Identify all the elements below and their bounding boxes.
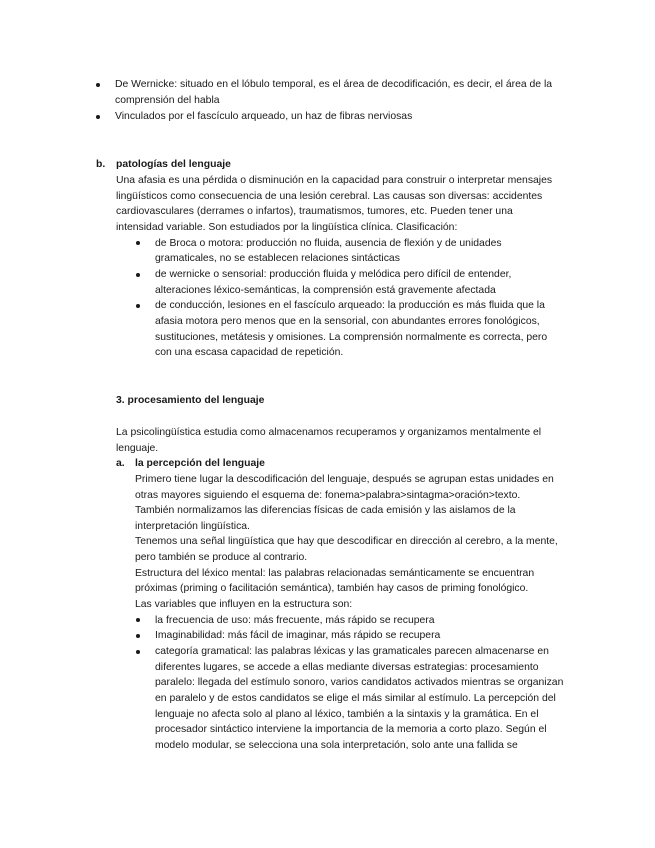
text-line: comprensión del habla xyxy=(115,95,220,106)
text-line: Estructura del léxico mental: las palabras relacionadas semánticamente se encuentran xyxy=(135,568,535,579)
text-line: de conducción, lesiones en el fascículo arqueado: la producción es más fluida que la xyxy=(155,300,545,311)
text-line: en paralelo y de estos candidatos se elige el más similar al estímulo. La percepción del xyxy=(155,693,556,704)
text-line: sustituciones, metátesis y omisiones. La comprensión normalmente es correcta, pero xyxy=(155,332,548,343)
text-line: próximas (priming o facilitación semántica), también hay casos de priming fonológico. xyxy=(135,583,529,594)
bullet-marker xyxy=(96,83,100,87)
text-line: Vinculados por el fascículo arqueado, un haz de fibras nerviosas xyxy=(115,111,413,122)
text-line: Primero tiene lugar la descodificación del lenguaje, después se agrupan estas unidades en xyxy=(135,474,554,485)
text-line: gramaticales, no se establecen relaciones sintácticas xyxy=(155,253,400,264)
text-line: Una afasia es una pérdida o disminución en la capacidad para construir o interpretar mensajes xyxy=(116,175,553,186)
subsection-a-marker: a. xyxy=(116,458,125,469)
text-line: La psicolingüística estudia como almacenamos recuperamos y organizamos mentalmente el xyxy=(116,427,542,438)
text-line: intensidad variable. Son estudiados por la lingüística clínica. Clasificación: xyxy=(116,222,458,233)
bullet-marker xyxy=(96,115,100,119)
bullet-marker xyxy=(136,304,140,308)
text-line: Tenemos una señal lingüística que hay que descodificar en dirección al cerebro, a la mente, xyxy=(135,536,558,547)
section-3-heading: 3. procesamiento del lenguaje xyxy=(116,395,265,406)
text-line: lenguaje no afecta solo al plano al léxico, también a la sintaxis y la gramática. En el xyxy=(155,709,539,720)
text-line: modelo modular, se selecciona una sola interpretación, solo ante una fallida se xyxy=(155,740,518,751)
subsection-a-heading: la percepción del lenguaje xyxy=(135,458,265,469)
text-line: con una escasa capacidad de repetición. xyxy=(155,347,344,358)
text-line: Imaginabilidad: más fácil de imaginar, más rápido se recupera xyxy=(155,630,441,641)
text-line: paralelo: llegada del estímulo sonoro, varios candidatos activados mientras se organizan xyxy=(155,677,564,688)
text-line: lenguaje. xyxy=(116,443,159,454)
text-line: interpretación lingüística. xyxy=(135,521,250,532)
text-line: De Wernicke: situado en el lóbulo temporal, es el área de decodificación, es decir, el área de la xyxy=(115,79,553,90)
bullet-marker xyxy=(136,650,140,654)
text-line: categoría gramatical: las palabras léxicas y las gramaticales parecen almacenarse en xyxy=(155,646,549,657)
text-line: pero también se produce al contrario. xyxy=(135,552,308,563)
bullet-marker xyxy=(136,273,140,277)
text-line: de wernicke o sensorial: producción fluida y melódica pero difícil de entender, xyxy=(155,269,512,280)
bullet-marker xyxy=(136,634,140,638)
section-b-heading: patologías del lenguaje xyxy=(116,159,231,170)
text-line: También normalizamos las diferencias físicas de cada emisión y las aislamos de la xyxy=(135,505,516,516)
section-b-marker: b. xyxy=(96,159,106,170)
text-line: la frecuencia de uso: más frecuente, más rápido se recupera xyxy=(155,615,435,626)
text-line: otras mayores siguiendo el esquema de: fonema>palabra>sintagma>oración>texto. xyxy=(135,490,521,501)
text-line: lingüísticos como consecuencia de una lesión cerebral. Las causas son diversas: accidentes xyxy=(116,191,543,202)
text-line: afasia motora pero menos que en la sensorial, con abundantes errores fonológicos, xyxy=(155,316,540,327)
text-line: de Broca o motora: producción no fluida, ausencia de flexión y de unidades xyxy=(155,238,502,249)
text-line: procesador sintáctico interviene la importancia de la memoria a corto plazo. Según el xyxy=(155,724,547,735)
text-line: Las variables que influyen en la estructura son: xyxy=(135,599,353,610)
text-line: cardiovasculares (derrames o infartos), traumatismos, tumores, etc. Pueden tener una xyxy=(116,206,513,217)
bullet-marker xyxy=(136,618,140,622)
bullet-marker xyxy=(136,241,140,245)
text-line: diferentes lugares, se accede a ellas mediante diversas estrategias: procesamiento xyxy=(155,662,539,673)
text-line: alteraciones léxico-semánticas, la comprensión está gravemente afectada xyxy=(155,285,496,296)
